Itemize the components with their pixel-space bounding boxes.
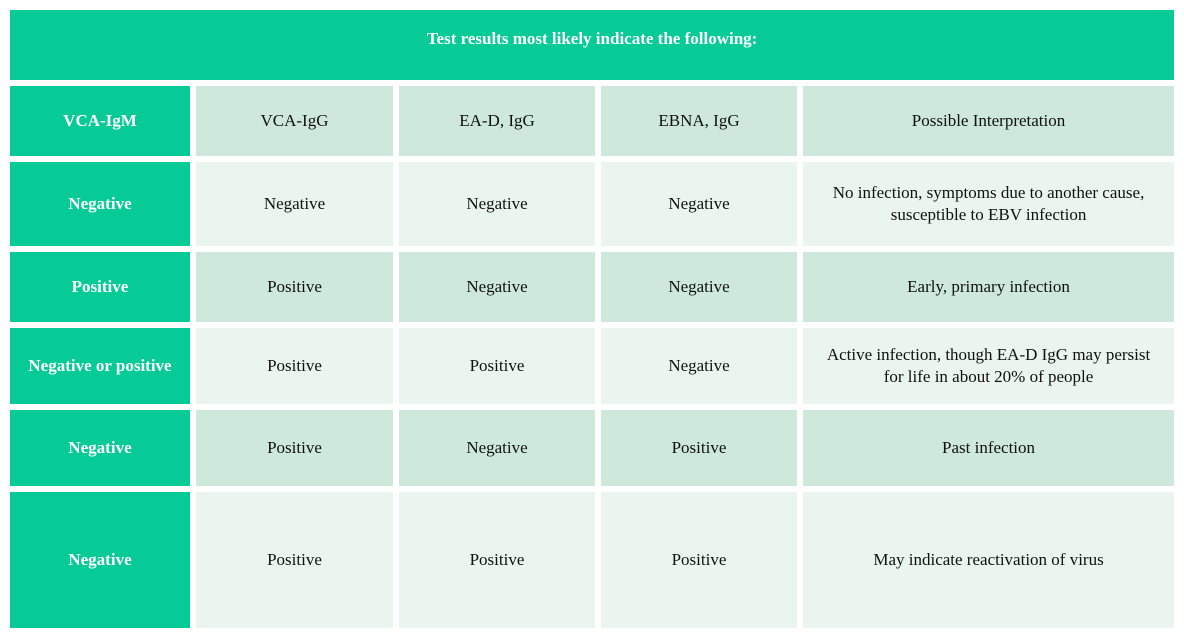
table-title: Test results most likely indicate the following:: [10, 10, 1174, 80]
cell-ebna-igg: Positive: [601, 492, 797, 628]
row-header-vca-igm: Negative: [10, 410, 190, 486]
cell-interpretation: Active infection, though EA-D IgG may persist for life in about 20% of people: [803, 328, 1174, 404]
results-table: [4, 4, 1180, 634]
cell-ebna-igg: Positive: [601, 410, 797, 486]
table-row: [10, 252, 1174, 322]
cell-ebna-igg: Negative: [601, 252, 797, 322]
cell-ea-d-igg: Negative: [399, 162, 595, 246]
cell-vca-igg: Positive: [196, 252, 393, 322]
cell-vca-igg: Positive: [196, 328, 393, 404]
cell-vca-igg: Negative: [196, 162, 393, 246]
cell-vca-igg: Positive: [196, 410, 393, 486]
cell-ea-d-igg: Positive: [399, 328, 595, 404]
cell-interpretation: No infection, symptoms due to another cause, susceptible to EBV infection: [803, 162, 1174, 246]
table-row: [10, 162, 1174, 246]
row-header-vca-igm: Positive: [10, 252, 190, 322]
cell-interpretation: Early, primary infection: [803, 252, 1174, 322]
cell-ea-d-igg: Negative: [399, 252, 595, 322]
col-header-ea-d-igg: EA-D, IgG: [399, 86, 595, 156]
cell-ebna-igg: Negative: [601, 328, 797, 404]
col-header-interpretation: Possible Interpretation: [803, 86, 1174, 156]
cell-vca-igg: Positive: [196, 492, 393, 628]
cell-interpretation: May indicate reactivation of virus: [803, 492, 1174, 628]
cell-ea-d-igg: Negative: [399, 410, 595, 486]
banner-row: [10, 10, 1174, 80]
col-header-vca-igm: VCA-IgM: [10, 86, 190, 156]
col-header-ebna-igg: EBNA, IgG: [601, 86, 797, 156]
row-header-vca-igm: Negative: [10, 162, 190, 246]
header-row: [10, 86, 1174, 156]
table-row: [10, 328, 1174, 404]
cell-ebna-igg: Negative: [601, 162, 797, 246]
cell-ea-d-igg: Positive: [399, 492, 595, 628]
row-header-vca-igm: Negative or positive: [10, 328, 190, 404]
table-row: [10, 410, 1174, 486]
table-row: [10, 492, 1174, 628]
row-header-vca-igm: Negative: [10, 492, 190, 628]
cell-interpretation: Past infection: [803, 410, 1174, 486]
col-header-vca-igg: VCA-IgG: [196, 86, 393, 156]
